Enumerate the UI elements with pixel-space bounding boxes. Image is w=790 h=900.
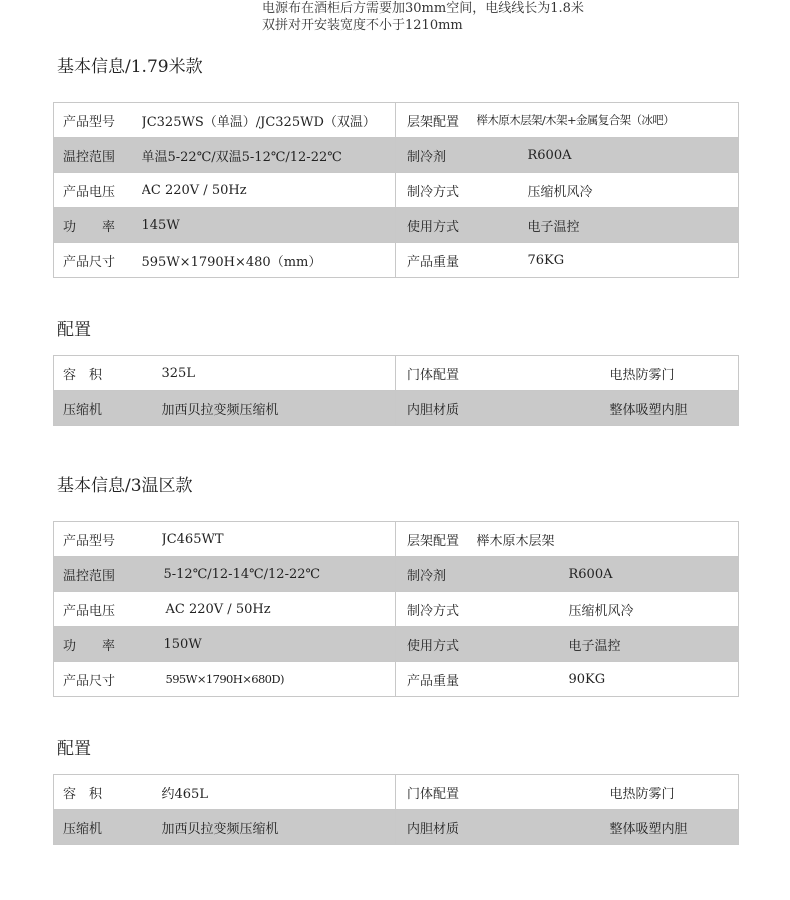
value-capacity: 325L — [162, 356, 396, 391]
value-compressor: 加西贝拉变频压缩机 — [162, 810, 396, 845]
install-note-line-1: 电源布在酒柜后方需要加30mm空间，电线线长为1.8米 — [262, 1, 584, 16]
value-voltage: AC 220V / 50Hz — [142, 173, 396, 208]
spec-table-config-1 — [53, 355, 739, 426]
label-capacity: 容 积 — [54, 775, 162, 810]
table-row — [54, 356, 739, 391]
table-row — [54, 208, 739, 243]
value-weight: 76KG — [477, 243, 739, 278]
value-shelf: 榉木原木层架 — [477, 522, 739, 557]
table-row — [54, 775, 739, 810]
table-row — [54, 173, 739, 208]
value-model: JC465WT — [162, 522, 396, 557]
section-title-config-1: 配置 — [57, 320, 91, 340]
label-power: 功 率 — [54, 627, 162, 662]
label-cooling: 制冷方式 — [396, 592, 477, 627]
value-refrigerant: R600A — [477, 557, 739, 592]
label-voltage: 产品电压 — [54, 173, 142, 208]
install-note-line-2: 双拼对开安装宽度不小于1210mm — [262, 18, 463, 33]
label-usage: 使用方式 — [396, 208, 477, 243]
value-temp-range: 单温5-22℃/双温5-12℃/12-22℃ — [142, 138, 396, 173]
value-temp-range: 5-12℃/12-14℃/12-22℃ — [162, 557, 396, 592]
value-size: 595W×1790H×680D) — [162, 662, 396, 697]
spec-table-basic-179 — [53, 102, 739, 278]
label-temp-range: 温控范围 — [54, 138, 142, 173]
table-row — [54, 103, 739, 138]
value-shelf: 榉木原木层架/木架+金属复合架（冰吧） — [477, 103, 739, 138]
label-power: 功 率 — [54, 208, 142, 243]
value-compressor: 加西贝拉变频压缩机 — [162, 391, 396, 426]
label-voltage: 产品电压 — [54, 592, 162, 627]
value-door: 电热防雾门 — [477, 775, 739, 810]
value-cooling: 压缩机风冷 — [477, 173, 739, 208]
label-shelf: 层架配置 — [396, 522, 477, 557]
spec-table-basic-3zone — [53, 521, 739, 697]
label-cooling: 制冷方式 — [396, 173, 477, 208]
value-power: 145W — [142, 208, 396, 243]
label-door: 门体配置 — [396, 356, 477, 391]
value-cooling: 压缩机风冷 — [477, 592, 739, 627]
table-row — [54, 138, 739, 173]
table-row — [54, 592, 739, 627]
value-power: 150W — [162, 627, 396, 662]
table-row — [54, 662, 739, 697]
section-title-basic-info-3zone: 基本信息/3温区款 — [57, 476, 193, 496]
label-compressor: 压缩机 — [54, 810, 162, 845]
section-title-basic-info-179: 基本信息/1.79米款 — [57, 57, 203, 77]
label-capacity: 容 积 — [54, 356, 162, 391]
table-row — [54, 522, 739, 557]
value-voltage: AC 220V / 50Hz — [162, 592, 396, 627]
label-refrigerant: 制冷剂 — [396, 138, 477, 173]
label-model: 产品型号 — [54, 103, 142, 138]
install-note — [262, 0, 584, 34]
value-weight: 90KG — [477, 662, 739, 697]
section-title-config-2: 配置 — [57, 739, 91, 759]
table-row — [54, 243, 739, 278]
label-size: 产品尺寸 — [54, 243, 142, 278]
table-row — [54, 391, 739, 426]
value-usage: 电子温控 — [477, 627, 739, 662]
label-size: 产品尺寸 — [54, 662, 162, 697]
value-refrigerant: R600A — [477, 138, 739, 173]
label-liner: 内胆材质 — [396, 391, 477, 426]
label-shelf: 层架配置 — [396, 103, 477, 138]
value-liner: 整体吸塑内胆 — [477, 810, 739, 845]
label-usage: 使用方式 — [396, 627, 477, 662]
label-temp-range: 温控范围 — [54, 557, 162, 592]
table-row — [54, 557, 739, 592]
value-model: JC325WS（单温）/JC325WD（双温） — [142, 103, 396, 138]
table-row — [54, 810, 739, 845]
value-size: 595W×1790H×480（mm） — [142, 243, 396, 278]
spec-table-config-2 — [53, 774, 739, 845]
label-refrigerant: 制冷剂 — [396, 557, 477, 592]
label-weight: 产品重量 — [396, 243, 477, 278]
table-row — [54, 627, 739, 662]
label-weight: 产品重量 — [396, 662, 477, 697]
value-door: 电热防雾门 — [477, 356, 739, 391]
label-liner: 内胆材质 — [396, 810, 477, 845]
value-usage: 电子温控 — [477, 208, 739, 243]
label-door: 门体配置 — [396, 775, 477, 810]
label-compressor: 压缩机 — [54, 391, 162, 426]
label-model: 产品型号 — [54, 522, 162, 557]
value-capacity: 约465L — [162, 775, 396, 810]
value-liner: 整体吸塑内胆 — [477, 391, 739, 426]
